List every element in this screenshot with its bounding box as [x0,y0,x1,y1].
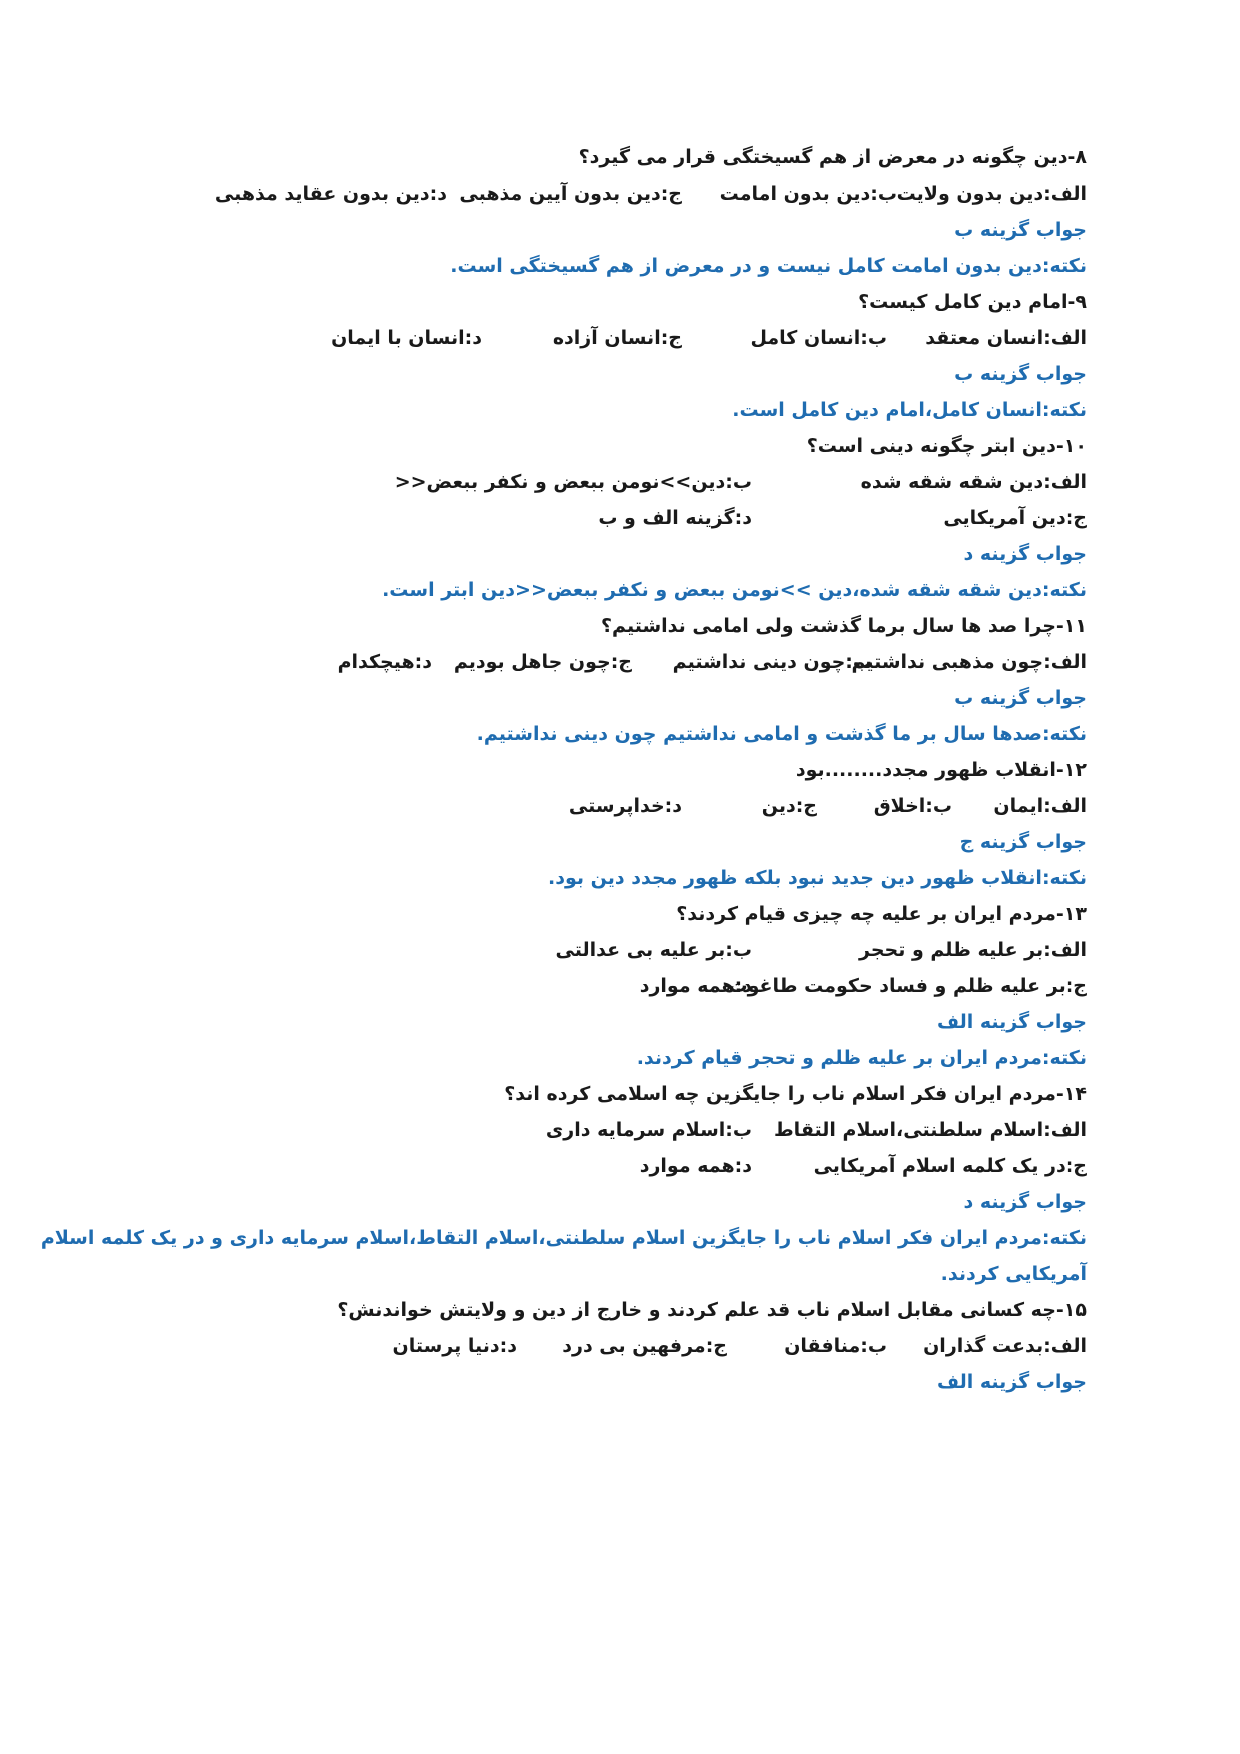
options-15 [237,1332,1087,1360]
options-13-row2 [287,972,1087,1000]
question-15: ۱۵-چه کسانی مقابل اسلام ناب قد علم کردند و خارج از دین و ولایتش خواندنش؟ [337,1299,1087,1321]
question-11: ۱۱-چرا صد ها سال برما گذشت ولی امامی نداشتیم؟ [601,615,1087,637]
options-14-row2 [287,1152,1087,1180]
note-14-continued: آمریکایی کردند. [940,1263,1087,1285]
options-10 [287,468,1087,496]
answer-11: جواب گزینه ب [954,687,1087,709]
note-14: نکته:مردم ایران فکر اسلام ناب را جایگزین اسلام سلطنتی،اسلام التقاط،اسلام سرمایه داری و در یک کلمه اسلام [40,1227,1087,1249]
option-a: الف:بدعت گذاران [923,1335,1087,1357]
option-c: ج:انسان آزاده [552,327,682,349]
answer-10: جواب گزینه د [963,543,1087,565]
options-10-row2 [287,504,1087,532]
option-b: ب:بر علیه بی عدالتی [555,939,752,961]
option-b: ب:دین بدون امامت [719,183,897,205]
option-d: د:گزینه الف و ب [598,507,752,529]
options-9 [187,324,1087,352]
option-a: الف:ایمان [993,795,1087,817]
option-c: ج:بر علیه ظلم و فساد حکومت طاغوت [728,975,1087,997]
answer-12: جواب گزینه ج [959,831,1087,853]
answer-9: جواب گزینه ب [954,363,1087,385]
note-10: نکته:دین شقه شقه شده،دین >>نومن ببعض و نکفر ببعض<<دین ابتر است. [382,579,1087,601]
option-d: د:همه موارد [639,975,752,997]
option-d: د:دین بدون عقاید مذهبی [214,183,447,205]
option-c: ج:در یک کلمه اسلام آمریکایی [813,1155,1087,1177]
option-d: د:همه موارد [639,1155,752,1177]
option-b: ب:اخلاق [873,795,952,817]
option-a: الف:بر علیه ظلم و تحجر [859,939,1087,961]
note-13: نکته:مردم ایران بر علیه ظلم و تحجر قیام کردند. [636,1047,1087,1069]
option-d: د:دنیا پرستان [392,1335,517,1357]
option-c: ج:دین آمریکایی [943,507,1087,529]
options-13 [287,936,1087,964]
option-b: ب:منافقان [784,1335,887,1357]
question-8: ۸-دین چگونه در معرض از هم گسیختگی قرار می گیرد؟ [578,146,1087,168]
question-10: ۱۰-دین ابتر چگونه دینی است؟ [806,435,1087,457]
option-c: ج:دین بدون آیین مذهبی [459,183,682,205]
note-9: نکته:انسان کامل،امام دین کامل است. [732,399,1087,421]
answer-14: جواب گزینه د [963,1191,1087,1213]
option-b: ب:انسان کامل [750,327,887,349]
question-14: ۱۴-مردم ایران فکر اسلام ناب را جایگزین چه اسلامی کرده اند؟ [504,1083,1087,1105]
question-12: ۱۲-انقلاب ظهور مجدد........بود [795,759,1087,781]
answer-8: جواب گزینه ب [954,219,1087,241]
option-b: ب:دین>>نومن ببعض و نکفر ببعض<< [394,471,752,493]
option-a: الف:دین بدون ولایت [896,183,1087,205]
option-d: د:هیچکدام [337,651,432,673]
option-c: ج:چون جاهل بودیم [453,651,632,673]
option-c: ج:مرفهین بی درد [562,1335,727,1357]
option-c: ج:دین [761,795,817,817]
options-12 [287,792,1087,820]
options-11 [187,648,1087,676]
answer-15: جواب گزینه الف [937,1371,1087,1393]
option-b: ب:چون دینی نداشتیم [672,651,872,673]
option-d: د:خداپرستی [568,795,682,817]
note-11: نکته:صدها سال بر ما گذشت و امامی نداشتیم چون دینی نداشتیم. [476,723,1087,745]
option-d: د:انسان با ایمان [331,327,482,349]
note-12: نکته:انقلاب ظهور دین جدید نبود بلکه ظهور مجدد دین بود. [548,867,1087,889]
question-9: ۹-امام دین کامل کیست؟ [858,291,1087,313]
question-13: ۱۳-مردم ایران بر علیه چه چیزی قیام کردند؟ [676,903,1087,925]
options-8 [97,180,1087,208]
option-b: ب:اسلام سرمایه داری [545,1119,752,1141]
option-a: الف:اسلام سلطنتی،اسلام التقاط [773,1119,1087,1141]
answer-13: جواب گزینه الف [937,1011,1087,1033]
option-a: الف:دین شقه شقه شده [860,471,1087,493]
option-a: الف:انسان معتقد [925,327,1087,349]
options-14 [287,1116,1087,1144]
option-a: الف:چون مذهبی نداشتیم [851,651,1087,673]
note-8: نکته:دین بدون امامت کامل نیست و در معرض از هم گسیختگی است. [450,255,1087,277]
